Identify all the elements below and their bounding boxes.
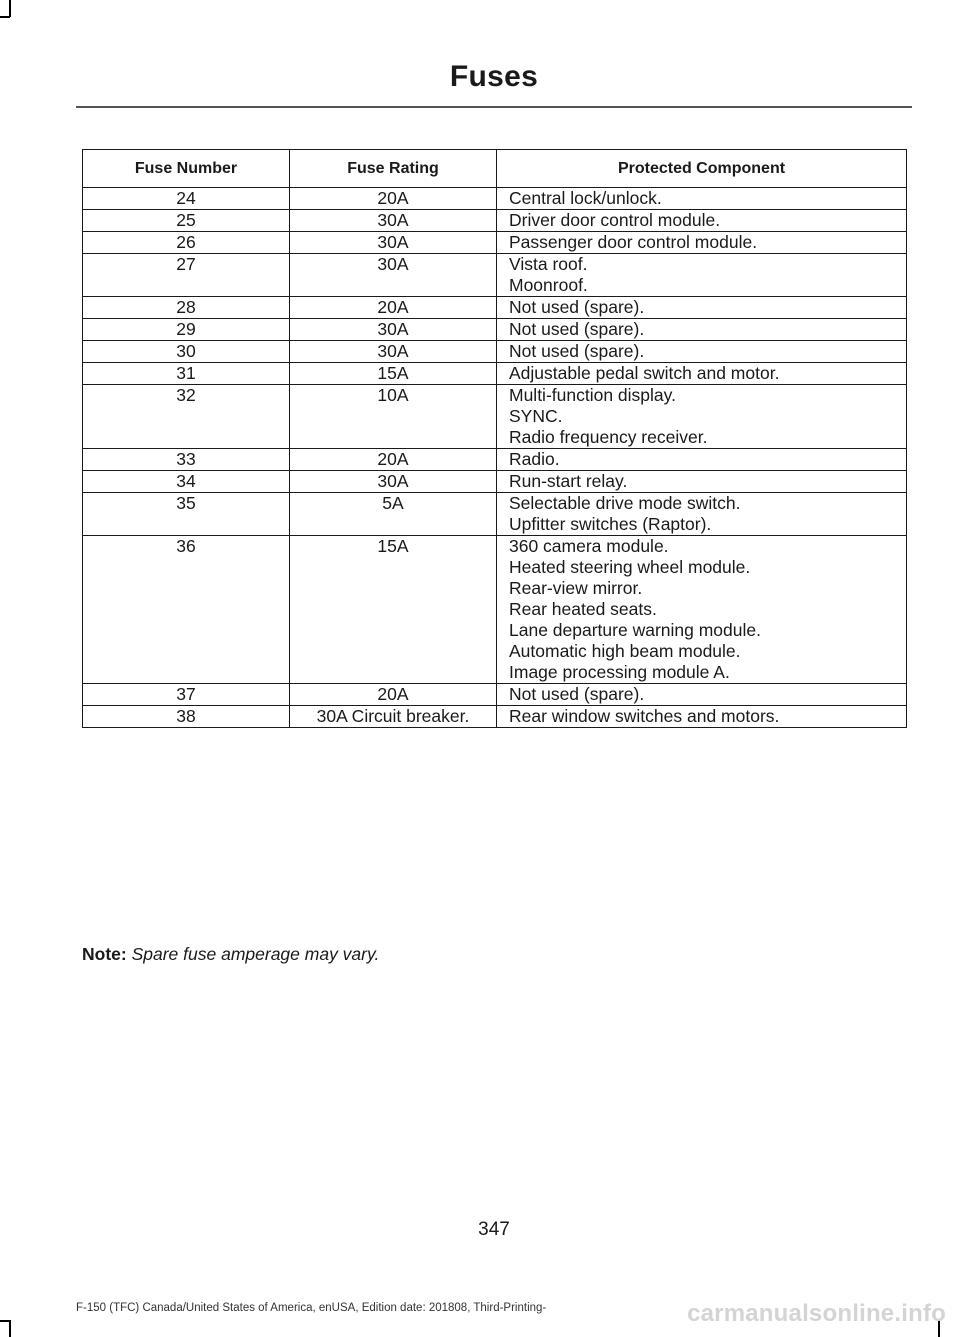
crop-mark (9, 0, 11, 17)
protected-component-item: Central lock/unlock. (509, 188, 662, 208)
protected-component-cell (497, 706, 907, 728)
fuse-number-cell: 31 (83, 363, 290, 385)
protected-component-cell (497, 536, 907, 684)
protected-component-item: Driver door control module. (509, 210, 721, 230)
fuse-rating-cell: 30A (290, 254, 497, 297)
table-row (83, 385, 907, 449)
fuse-number-cell: 37 (83, 684, 290, 706)
fuse-number-cell: 24 (83, 188, 290, 210)
note-label: Note: (82, 944, 127, 964)
table-row (83, 471, 907, 493)
protected-component-item: Not used (spare). (509, 297, 645, 317)
protected-component-item: Run-start relay. (509, 471, 628, 491)
column-header-protected-component: Protected Component (497, 150, 907, 188)
watermark: carmanualsonline.info (687, 1300, 946, 1327)
fuse-rating-cell: 30A (290, 341, 497, 363)
crop-mark (9, 1320, 11, 1337)
protected-component-cell (497, 385, 907, 449)
page-number: 347 (478, 1219, 510, 1240)
protected-component-cell (497, 493, 907, 536)
note (82, 944, 379, 965)
table-row (83, 232, 907, 254)
fuse-number-cell: 25 (83, 210, 290, 232)
fuse-rating-cell: 20A (290, 188, 497, 210)
table-row (83, 706, 907, 728)
protected-component-cell (497, 254, 907, 297)
column-header-fuse-rating: Fuse Rating (290, 150, 497, 188)
protected-component-item: Automatic high beam module. (509, 641, 741, 661)
footer-edition-info: F-150 (TFC) Canada/United States of America, enUSA, Edition date: 201808, Third-Printing- (76, 1302, 547, 1314)
table-row (83, 297, 907, 319)
fuse-rating-cell: 10A (290, 385, 497, 449)
fuse-rating-cell: 30A (290, 319, 497, 341)
protected-component-cell (497, 297, 907, 319)
fuse-rating-cell: 20A (290, 297, 497, 319)
table-row (83, 493, 907, 536)
protected-component-item: Image processing module A. (509, 662, 730, 682)
fuse-rating-cell: 20A (290, 684, 497, 706)
protected-component-item: Rear heated seats. (509, 599, 657, 619)
fuse-table (82, 149, 907, 728)
protected-component-item: Rear-view mirror. (509, 578, 643, 598)
note-text: Spare fuse amperage may vary. (131, 944, 380, 964)
fuse-number-cell: 34 (83, 471, 290, 493)
crop-mark (0, 1320, 10, 1322)
protected-component-cell (497, 363, 907, 385)
fuse-number-cell: 29 (83, 319, 290, 341)
protected-component-item: Not used (spare). (509, 319, 645, 339)
header-divider (76, 106, 912, 108)
fuse-table-body (83, 188, 907, 728)
protected-component-item: Not used (spare). (509, 341, 645, 361)
protected-component-item: Vista roof. (509, 254, 588, 274)
table-row (83, 188, 907, 210)
fuse-number-cell: 33 (83, 449, 290, 471)
protected-component-cell (497, 188, 907, 210)
fuse-rating-cell: 15A (290, 363, 497, 385)
table-row (83, 363, 907, 385)
fuse-rating-cell: 20A (290, 449, 497, 471)
table-header-row (83, 150, 907, 188)
fuse-number-cell: 36 (83, 536, 290, 684)
table-row (83, 449, 907, 471)
fuse-rating-cell: 30A (290, 471, 497, 493)
protected-component-item: Multi-function display. (509, 385, 676, 405)
protected-component-cell (497, 341, 907, 363)
protected-component-item: Upfitter switches (Raptor). (509, 514, 712, 534)
table-row (83, 536, 907, 684)
fuse-number-cell: 35 (83, 493, 290, 536)
column-header-fuse-number: Fuse Number (83, 150, 290, 188)
fuse-rating-cell: 30A Circuit breaker. (290, 706, 497, 728)
protected-component-item: 360 camera module. (509, 536, 669, 556)
protected-component-cell (497, 471, 907, 493)
fuse-rating-cell: 5A (290, 493, 497, 536)
fuse-rating-cell: 30A (290, 232, 497, 254)
protected-component-item: Moonroof. (509, 275, 588, 295)
fuse-number-cell: 38 (83, 706, 290, 728)
fuse-rating-cell: 15A (290, 536, 497, 684)
protected-component-item: Adjustable pedal switch and motor. (509, 363, 780, 383)
protected-component-item: Lane departure warning module. (509, 620, 761, 640)
protected-component-item: Radio frequency receiver. (509, 427, 708, 447)
fuse-number-cell: 26 (83, 232, 290, 254)
protected-component-item: Heated steering wheel module. (509, 557, 751, 577)
fuse-number-cell: 28 (83, 297, 290, 319)
fuse-rating-cell: 30A (290, 210, 497, 232)
protected-component-cell (497, 210, 907, 232)
protected-component-item: Selectable drive mode switch. (509, 493, 741, 513)
protected-component-cell (497, 319, 907, 341)
fuse-number-cell: 30 (83, 341, 290, 363)
fuse-number-cell: 27 (83, 254, 290, 297)
protected-component-cell (497, 449, 907, 471)
protected-component-item: Passenger door control module. (509, 232, 758, 252)
protected-component-cell (497, 232, 907, 254)
table-row (83, 684, 907, 706)
fuse-number-cell: 32 (83, 385, 290, 449)
protected-component-item: Rear window switches and motors. (509, 706, 780, 726)
protected-component-cell (497, 684, 907, 706)
page-title: Fuses (449, 60, 539, 93)
crop-mark (0, 16, 10, 18)
protected-component-item: SYNC. (509, 406, 563, 426)
table-row (83, 341, 907, 363)
protected-component-item: Radio. (509, 449, 560, 469)
table-row (83, 254, 907, 297)
table-row (83, 319, 907, 341)
protected-component-item: Not used (spare). (509, 684, 645, 704)
table-row (83, 210, 907, 232)
